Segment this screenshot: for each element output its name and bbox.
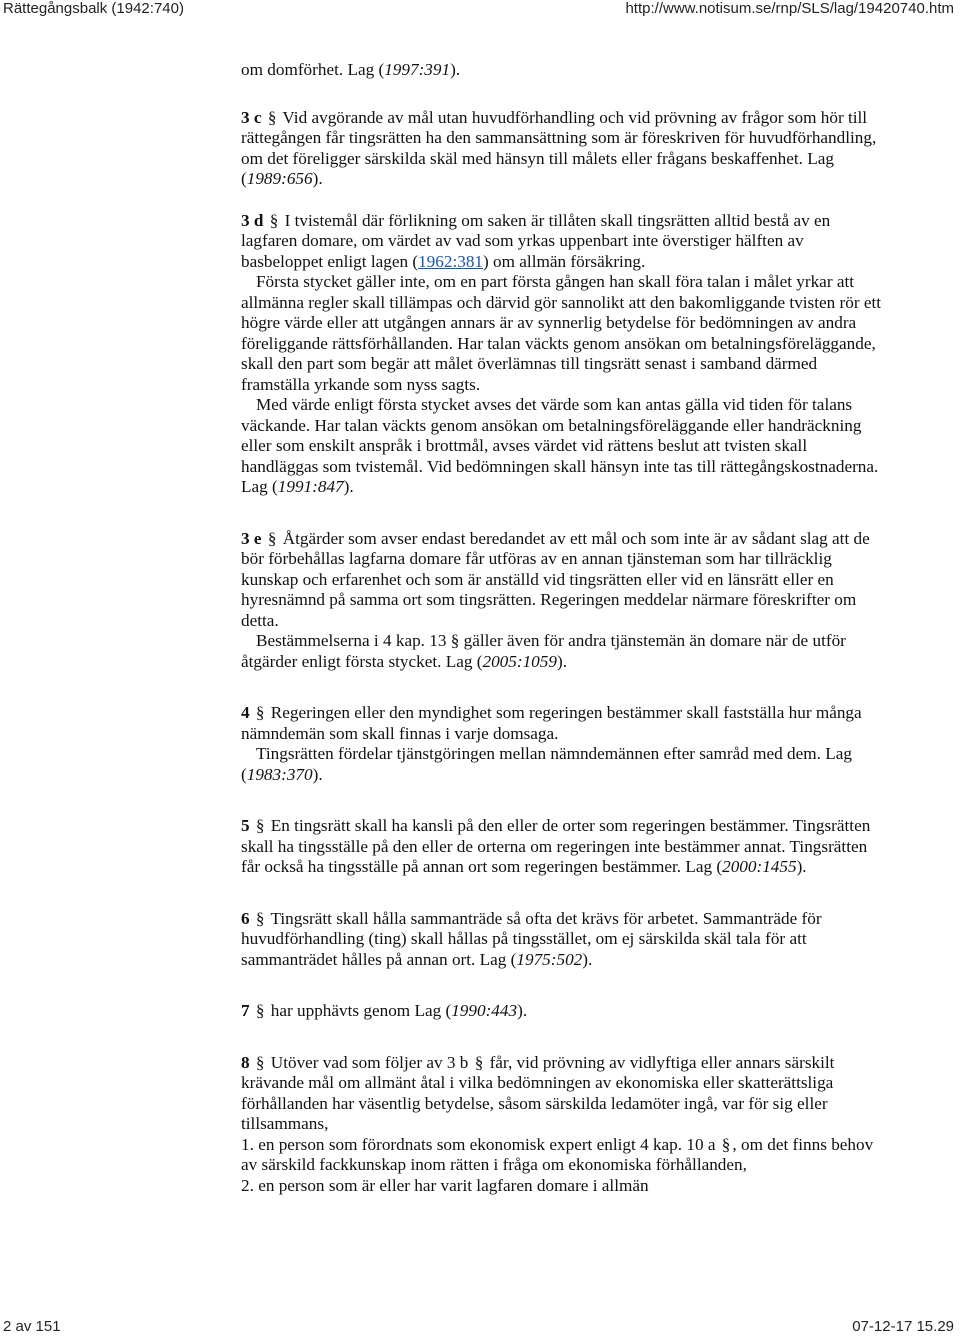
section-7: 7 § har upphävts genom Lag (1990:443).	[241, 1001, 528, 1020]
law-reference: 1983:370	[246, 764, 313, 784]
section-text: Tingsrätt skall hålla sammanträde så ofta det krävs för arbetet. Sammanträde för huvudförhandling (ting) skall hållas på tingsstället, om ej särskilda skäl tala för att sammanträdet hålles på annan ort. Lag (	[241, 908, 822, 969]
section-number: 3 c	[241, 107, 262, 127]
law-reference: 2005:1059	[482, 651, 557, 671]
section-sign-icon: §	[255, 908, 265, 928]
law-reference: 1989:656	[246, 169, 313, 188]
list-item: 1. en person som förordnats som ekonomisk expert enligt 4 kap. 10 a § , om det finns behov av särskild fackkunskap inom rätten i fråga om ekonomiska förhållanden,	[241, 1134, 874, 1174]
section-sign-icon: §	[255, 816, 265, 835]
law-link-1962-381[interactable]: 1962:381	[418, 251, 484, 271]
section-paragraph: Första stycket gäller inte, om en part första gången han skall föra talan i målet yrkar att allmänna regler skall tillämpas och därvid gör sannolikt att den bakomliggande tvisten rör ett högre värde eller att utgången annars är av synnerlig betydelse för bedömningen av andra föreliggande rättsförhållanden. Har talan väckts genom ansökan om betalningsföreläggande, skall den part som begär att målet överlämnas till tingsrätt senast i samband därmed framställa yrkande som nyss sagts.	[241, 272, 882, 394]
section-paragraph: Bestämmelserna i 4 kap. 13 § gäller även för andra tjänstemän än domare när de utför åtgärder enligt första stycket. Lag (2005:1059).	[241, 631, 846, 671]
section-paragraph: Med värde enligt första stycket avses det värde som kan antas gälla vid tiden för talans väckande. Har talan väckts genom ansökan om betalningsföreläggande eller handräckning eller som enskilt anspråk i brottmål, avses värdet vid rättens beslut att tvisten skall handläggas som tvistemål. Vid bedömningen skall hänsyn inte tas till rättegångskostnaderna. Lag (1991:847).	[241, 395, 879, 496]
section-5: 5 § En tingsrätt skall ha kansli på den eller de orter som regeringen bestämmer. Tingsrätten skall ha tingsställe på den eller de orterna om regeringen inte bestämmer annat. Tingsrätten får också ha tingsställe på annan ort som regeringen bestämmer. Lag (2000:1455).	[241, 816, 871, 876]
section-number: 3 e	[241, 528, 262, 548]
section-text: har upphävts genom Lag (	[270, 1001, 452, 1020]
list-item: 2. en person som är eller har varit lagfaren domare i allmän	[241, 1175, 649, 1195]
law-reference: 2000:1455	[722, 857, 797, 876]
section-number: 3 d	[241, 210, 264, 230]
section-6: 6 § Tingsrätt skall hålla sammanträde så ofta det krävs för arbetet. Sammanträde för huvudförhandling (ting) skall hållas på tingsstället, om ej särskilda skäl tala för att sammanträdet hålles på annan ort. Lag (1975:502).	[241, 908, 822, 969]
section-sign-icon: §	[269, 210, 279, 230]
section-number: 5	[241, 816, 250, 835]
section-paragraph: Tingsrätten fördelar tjänstgöringen mellan nämndemännen efter samråd med dem. Lag (1983:370).	[241, 744, 852, 784]
law-reference: 1997:391	[384, 60, 451, 79]
section-sign-icon: §	[255, 1001, 265, 1020]
law-reference: 1991:847	[277, 477, 344, 496]
section-text: I tvistemål där förlikning om saken är tillåten skall tingsrätten alltid bestå av en lagfaren domare, om värdet av vad som yrkas uppenbart inte överstiger hälften av basbeloppet enligt lagen (	[241, 210, 831, 271]
section-number: 6	[241, 908, 250, 928]
section-4	[241, 703, 886, 785]
document-body	[241, 60, 886, 1196]
section-number: 7	[241, 1001, 250, 1020]
section-sign-icon: §	[474, 1052, 484, 1072]
top-fragment-text: om domförhet. Lag (	[241, 60, 385, 79]
section-text: Utöver vad som följer av 3 b	[270, 1052, 469, 1072]
section-sign-icon: §	[267, 107, 277, 127]
section-sign-icon: §	[255, 703, 265, 722]
section-text: Vid avgörande av mål utan huvudförhandling och vid prövning av frågor som hör till rättegången får tingsrätten ha den sammansättning som är föreskriven för huvudförhandling, om det föreligger särskilda skäl med hänsyn till målets eller frågans beskaffenhet. Lag (	[241, 107, 877, 188]
section-text: Åtgärder som avser endast beredandet av ett mål och som inte är av sådant slag att de bör förbehållas lagfarna domare får utföras av en annan tjänsteman som har tillräcklig kunskap och erfarenhet och som är anställd vid tingsrätten eller vid en länsrätt eller en hyresnämnd på samma ort som tingsrätten. Regeringen meddelar närmare föreskrifter om detta.	[241, 528, 870, 630]
print-timestamp: 07-12-17 15.29	[852, 1318, 954, 1335]
section-3c: 3 c § Vid avgörande av mål utan huvudförhandling och vid prövning av frågor som hör till rättegången får tingsrätten ha den sammansättning som är föreskriven för huvudförhandling, om det föreligger särskilda skäl med hänsyn till målets eller frågans beskaffenhet. Lag (1989:656).	[241, 107, 877, 188]
header-url: http://www.notisum.se/rnp/SLS/lag/19420740.htm	[625, 0, 954, 17]
section-sign-icon: §	[255, 1052, 265, 1072]
section-3e	[241, 529, 886, 673]
law-reference: 1990:443	[451, 1001, 518, 1020]
section-sign-icon: §	[267, 528, 277, 548]
header-document-title: Rättegångsbalk (1942:740)	[3, 0, 184, 17]
section-sign-icon: §	[721, 1134, 731, 1154]
section-text: Regeringen eller den myndighet som regeringen bestämmer skall fastställa hur många nämndemän som skall finnas i varje domsaga.	[241, 703, 862, 743]
section-number: 8	[241, 1052, 250, 1072]
page-counter: 2 av 151	[3, 1318, 61, 1335]
section-text: En tingsrätt skall ha kansli på den eller de orter som regeringen bestämmer. Tingsrätten skall ha tingsställe på den eller de orterna om regeringen inte bestämmer annat. Tingsrätten får också ha tingsställe på annan ort som regeringen bestämmer. Lag (	[241, 816, 871, 876]
law-reference: 1975:502	[516, 949, 583, 969]
section-3d: 3 d § I tvistemål där förlikning om saken är tillåten skall tingsrätten alltid bestå av en lagfaren domare, om värdet av vad som yrkas uppenbart inte överstiger hälften av basbeloppet enligt lagen (1962:381) om allmän försäkring. Första stycket gäller inte, om en part första gången han skall föra talan i målet yrkar att allmänna regler skall tillämpas och därvid gör sannolikt att den bakomliggande tvisten rör ett högre värde eller att utgången annars är av synnerlig betydelse för bedömningen av andra föreliggande rättsförhållanden. Har talan väckts genom ansökan om betalningsföreläggande, skall den part som begär att målet överlämnas till tingsrätt senast i samband därmed framställa yrkande som nyss sagts. Med värde enligt första stycket avses det värde som kan antas gälla vid tiden för talans väckande. Har talan väckts genom ansökan om betalningsföreläggande eller handräckning eller som enskilt anspråk i brottmål, avses värdet vid rättens beslut att tvisten skall handläggas som tvistemål. Vid bedömningen skall hänsyn inte tas till rättegångskostnaderna. Lag (1991:847).	[241, 211, 886, 498]
section-number: 4	[241, 703, 250, 722]
top-fragment: om domförhet. Lag (1997:391).	[241, 60, 461, 79]
section-8: 8 § Utöver vad som följer av 3 b § får, vid prövning av vidlyftiga eller annars särskilt krävande mål om allmänt åtal i vilka bedömningen av ekonomiska eller skatterättsliga förhållanden har väsentlig betydelse, såsom särskilda ledamöter ingå, var för sig eller tillsammans, 1. en person som förordnats som ekonomisk expert enligt 4 kap. 10 a § , om det finns behov av särskild fackkunskap inom rätten i fråga om ekonomiska förhållanden, 2. en person som är eller har varit lagfaren domare i allmän	[241, 1053, 886, 1197]
